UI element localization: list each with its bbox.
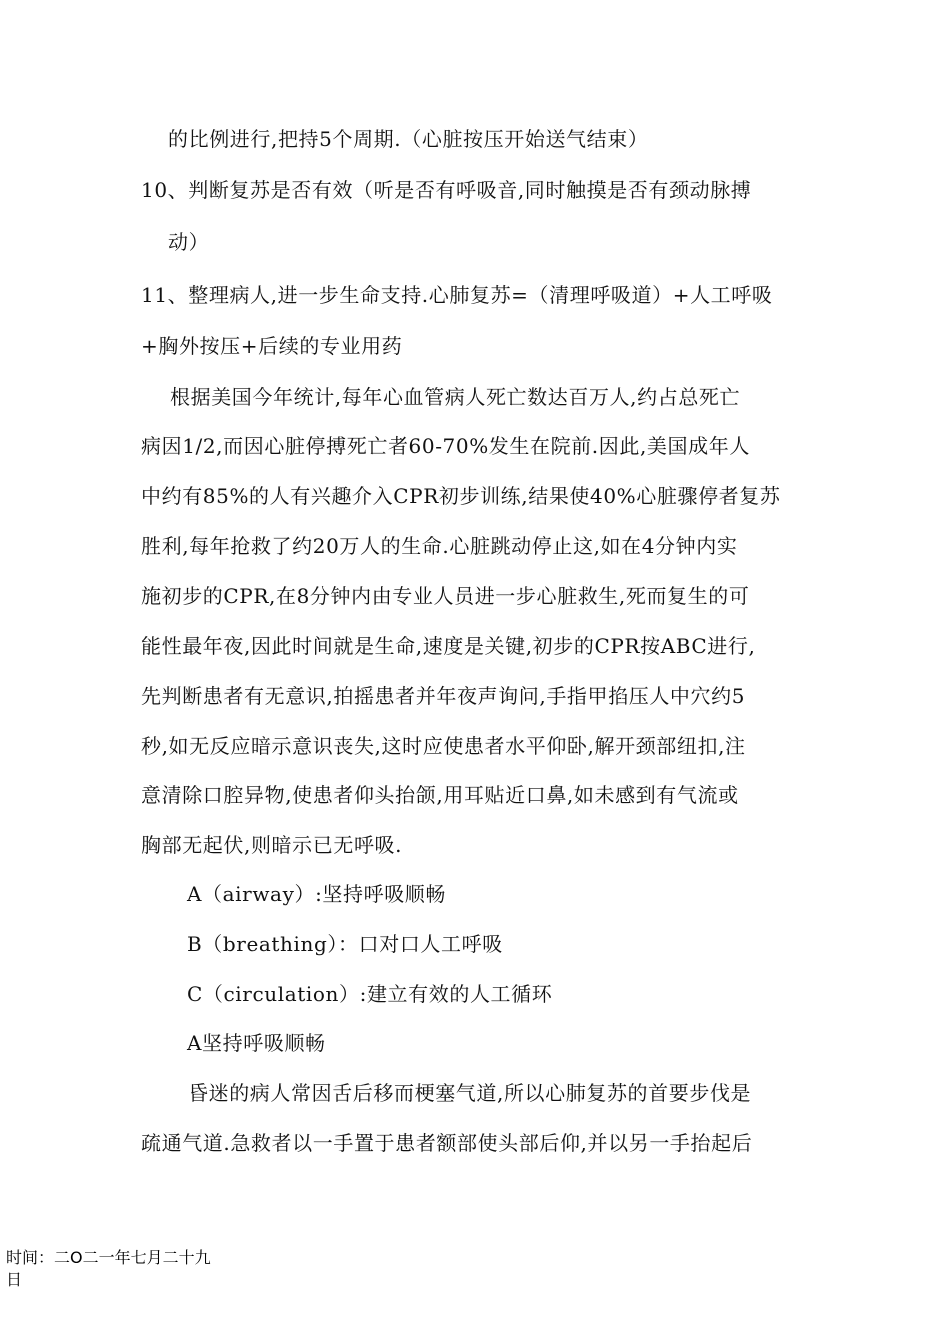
text-line: 动） — [168, 230, 210, 254]
text-line: 疏通气道.急救者以一手置于患者额部使头部后仰,并以另一手抬起后 — [141, 1131, 753, 1155]
text-line: 病因1/2,而因心脏停搏死亡者60-70%发生在院前.因此,美国成年人 — [141, 434, 750, 458]
list-item-c: C（circulation）:建立有效的人工循环 — [187, 982, 553, 1006]
text-line: 10、判断复苏是否有效（听是否有呼吸音,同时触摸是否有颈动脉搏 — [141, 178, 752, 202]
list-item-b: B（breathing）：口对口人工呼吸 — [187, 932, 503, 956]
text-line: 胜利,每年抢救了约20万人的生命.心脏跳动停止这,如在4分钟内实 — [141, 534, 738, 558]
text-line: 施初步的CPR,在8分钟内由专业人员进一步心脏救生,死而复生的可 — [141, 584, 750, 608]
text-line: 11、整理病人,进一步生命支持.心肺复苏=（清理呼吸道）+人工呼吸 — [141, 283, 773, 307]
list-item-a: A（airway）:坚持呼吸顺畅 — [187, 882, 447, 906]
text-line: 能性最年夜,因此时间就是生命,速度是关键,初步的CPR按ABC进行, — [141, 634, 756, 658]
footer-date — [6, 1247, 266, 1291]
text-line: +胸外按压+后续的专业用药 — [141, 334, 403, 358]
footer-date-line-1: 时间：二O二一年七月二十九 — [6, 1248, 211, 1267]
footer-date-line-2: 日 — [6, 1270, 23, 1289]
section-heading: A坚持呼吸顺畅 — [187, 1031, 326, 1055]
text-line: 的比例进行,把持5个周期.（心脏按压开始送气结束） — [168, 127, 649, 151]
text-line: 昏迷的病人常因舌后移而梗塞气道,所以心肺复苏的首要步伐是 — [188, 1081, 752, 1105]
text-line: 胸部无起伏,则暗示已无呼吸. — [141, 833, 403, 857]
text-line: 根据美国今年统计,每年心血管病人死亡数达百万人,约占总死亡 — [170, 385, 741, 409]
text-line: 先判断患者有无意识,拍摇患者并年夜声询问,手指甲掐压人中穴约5 — [141, 684, 746, 708]
text-line: 中约有85%的人有兴趣介入CPR初步训练,结果使40%心脏骤停者复苏 — [141, 484, 781, 508]
text-line: 意清除口腔异物,使患者仰头抬颌,用耳贴近口鼻,如未感到有气流或 — [141, 783, 739, 807]
text-line: 秒,如无反应暗示意识丧失,这时应使患者水平仰卧,解开颈部纽扣,注 — [141, 734, 746, 758]
